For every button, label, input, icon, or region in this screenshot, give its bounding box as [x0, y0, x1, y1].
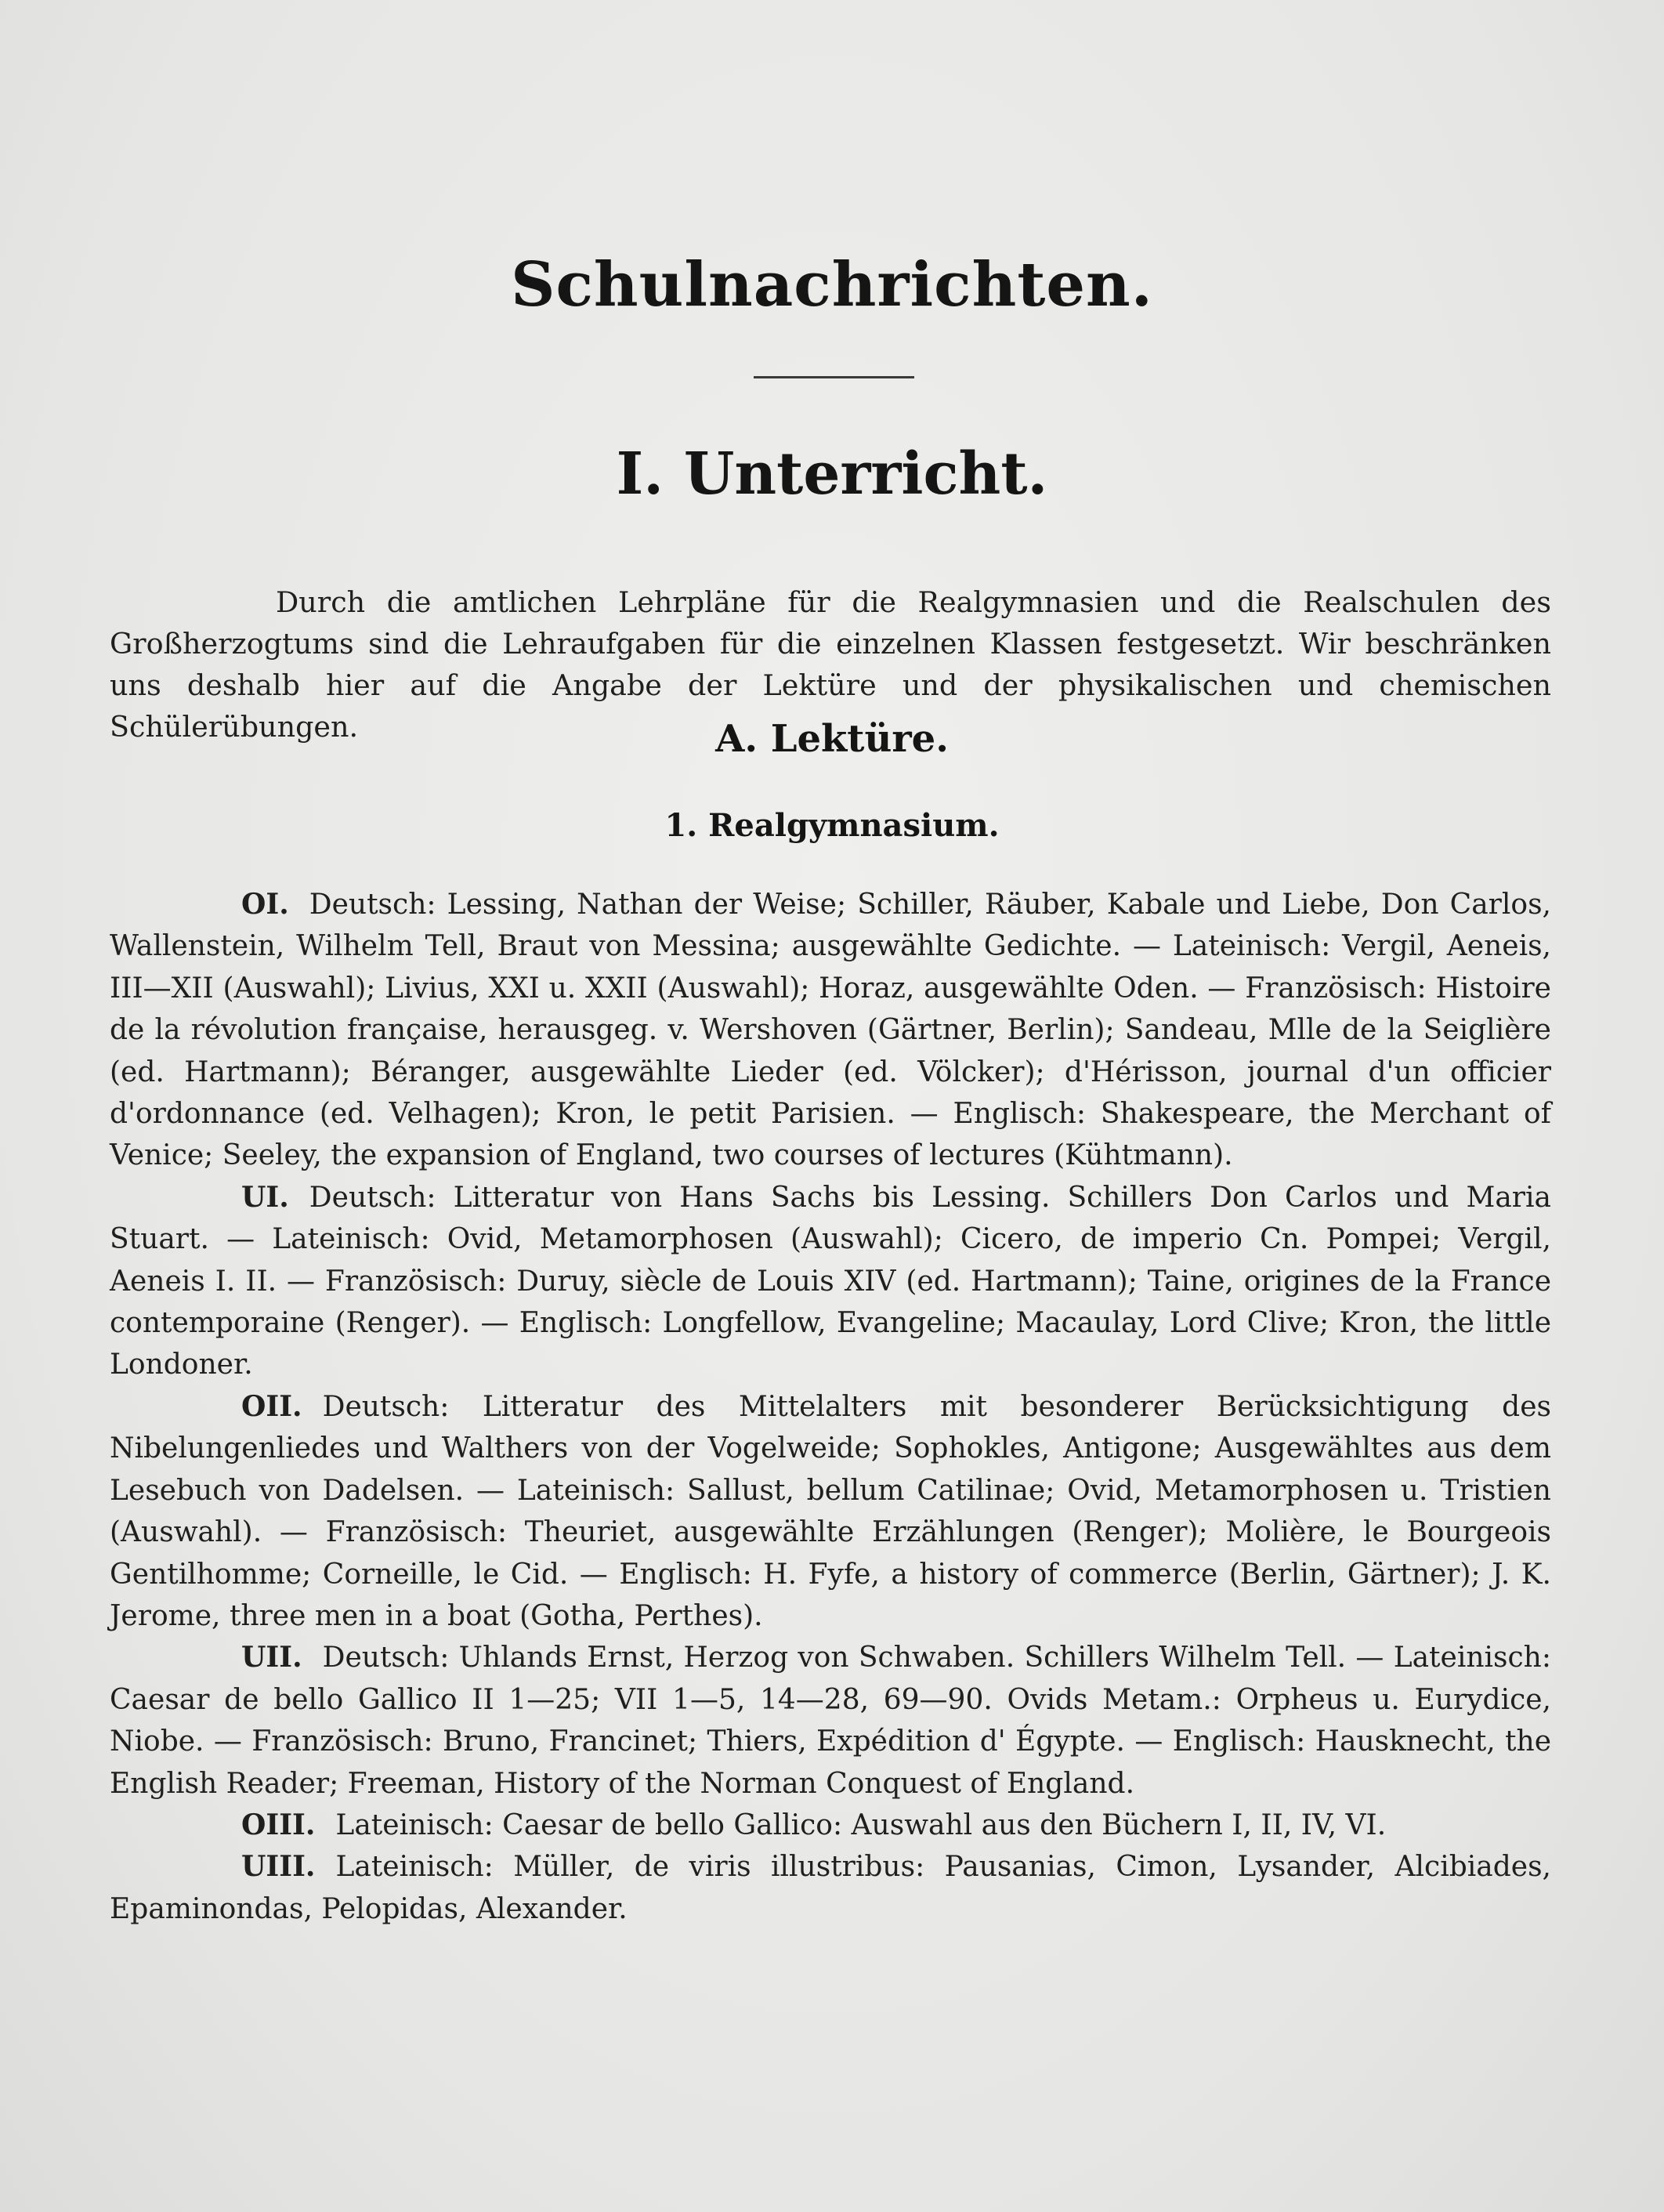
class-entry-oiii: [110, 1805, 1551, 1846]
class-label: OII.: [241, 1389, 302, 1423]
class-entry-uii: [110, 1637, 1551, 1805]
class-reading-text: Lateinisch: Caesar de bello Gallico: Auswahl aus den Büchern I, II, IV, VI.: [335, 1808, 1387, 1841]
class-entry-uiii: [110, 1846, 1551, 1930]
page-title: Schulnachrichten.: [511, 249, 1153, 320]
class-reading-text: Deutsch: Uhlands Ernst, Herzog von Schwaben. Schillers Wilhelm Tell. — Lateinisch: Caesar de bello Gallico II 1—25; VII 1—5, 14—28, 69—90. Ovids Metam.: Orpheus u. Eurydice, Niobe. — Französisch: Bruno, Francinet; Thiers, Expédition d' Égypte. — Englisch: Hausknecht, the English Reader; Freeman, History of the Norman Conquest of England.: [110, 1642, 1551, 1800]
class-label: OIII.: [241, 1808, 316, 1841]
class-label: OI.: [241, 888, 289, 921]
class-reading-list: [110, 884, 1551, 1930]
class-reading-text: Deutsch: Lessing, Nathan der Weise; Schiller, Räuber, Kabale und Liebe, Don Carlos, Wallenstein, Wilhelm Tell, Braut von Messina; ausgewählte Gedichte. — Lateinisch: Vergil, Aeneis, III—XII (Auswahl); Livius, XXI u. XXII (Auswahl); Horaz, ausgewählte Oden. — Französisch: Histoire de la révolution française, herausgeg. v. Wershoven (Gärtner, Berlin); Sandeau, Mlle de la Seiglière (ed. Hartmann); Béranger, ausgewählte Lieder (ed. Völcker); d'Hérisson, journal d'un officier d'ordonnance (ed. Velhagen); Kron, le petit Parisien. — Englisch: Shakespeare, the Merchant of Venice; Seeley, the expansion of England, two courses of lectures (Kühtmann).: [110, 889, 1551, 1172]
section-title: I. Unterricht.: [616, 440, 1048, 508]
class-label: UIII.: [241, 1850, 316, 1884]
class-reading-text: Deutsch: Litteratur von Hans Sachs bis Lessing. Schillers Don Carlos und Maria Stuart. — Lateinisch: Ovid, Metamorphosen (Auswahl); Cicero, de imperio Cn. Pompei; Vergil, Aeneis I. II. — Französisch: Duruy, siècle de Louis XIV (ed. Hartmann); Taine, origines de la France contemporaine (Renger). — Englisch: Longfellow, Evangeline; Macaulay, Lord Clive; Kron, the little Londoner.: [110, 1181, 1551, 1381]
class-entry-ui: [110, 1177, 1551, 1386]
intro-paragraph: Durch die amtlichen Lehrpläne für die Realgymnasien und die Realschulen des Großherzogtums sind die Lehraufgaben für die einzelnen Klassen festgesetzt. Wir beschränken uns deshalb hier auf die Angabe der Lektüre und der physikalischen und chemischen Schülerübungen.: [110, 585, 1551, 744]
class-entry-oii: [110, 1386, 1551, 1637]
subsection-heading-lektuere: A. Lektüre.: [715, 717, 949, 761]
class-label: UI.: [241, 1180, 289, 1214]
class-entry-oi: [110, 884, 1551, 1177]
title-divider: [754, 376, 914, 378]
class-reading-text: Lateinisch: Müller, de viris illustribus: Pausanias, Cimon, Lysander, Alcibiades, Epaminondas, Pelopidas, Alexander.: [110, 1851, 1551, 1925]
subsection-heading-realgymnasium: 1. Realgymnasium.: [664, 807, 1000, 844]
class-reading-text: Deutsch: Litteratur des Mittelalters mit besonderer Berücksichtigung des Nibelungenliedes und Walthers von der Vogelweide; Sophokles, Antigone; Ausgewähltes aus dem Lesebuch von Dadelsen. — Lateinisch: Sallust, bellum Catilinae; Ovid, Metamorphosen u. Tristien (Auswahl). — Französisch: Theuriet, ausgewählte Erzählungen (Renger); Molière, le Bourgeois Gentilhomme; Corneille, le Cid. — Englisch: H. Fyfe, a history of commerce (Berlin, Gärtner); J. K. Jerome, three men in a boat (Gotha, Perthes).: [110, 1390, 1551, 1632]
class-label: UII.: [241, 1641, 302, 1674]
